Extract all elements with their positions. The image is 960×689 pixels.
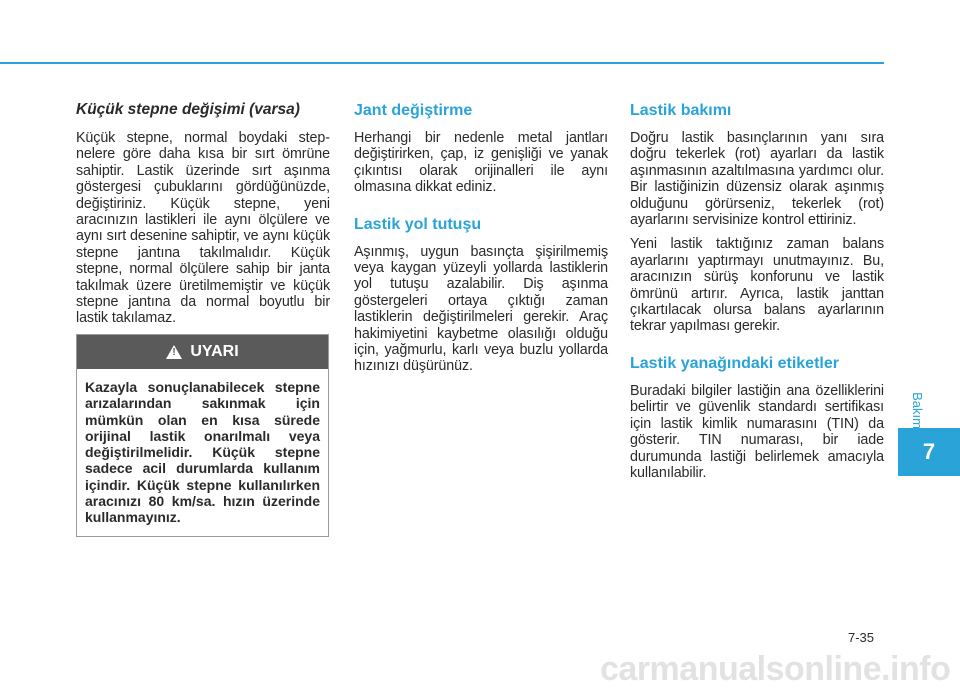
sidewall-labels-heading: Lastik yanağındaki etiketler	[630, 354, 839, 372]
warning-triangle-icon: !	[166, 345, 182, 359]
warning-box	[76, 334, 329, 537]
rim-change-paragraph: Herhangi bir nedenle metal jantları değiştirirken, çap, iz genişliği ve yanak çıkıntısı olarak orijinalleri ile aynı olmasına dikkat ediniz.	[354, 130, 608, 196]
tire-care-paragraph-1: Doğru lastik basınçlarının yanı sıra doğru tekerlek (rot) ayarları da lastik aşınmasının azaltılmasına yardımcı olur. Bir lastiğinizin düzensiz olarak aşınmış olduğunu görürseniz, tekerlek (rot) ayarlarını servisinize kontrol ettiriniz.	[630, 130, 884, 229]
warning-text: Kazayla sonuçlanabilecek stepne arızalarından sakınmak için mümkün olan en kısa sürede orijinal lastik onarılmalı veya değiştirilmelidir. Küçük stepne sadece acil durumlarda kullanım içindir. Küçük stepne kullanılırken aracınızı 80 km/sa. hızın üzerinde kullanmayınız.	[85, 379, 320, 526]
column-right	[630, 100, 884, 489]
tire-traction-heading: Lastik yol tutuşu	[354, 215, 482, 233]
page-number: 7-35	[848, 630, 875, 645]
tire-care-paragraph-2: Yeni lastik taktığınız zaman balans ayarlarını yaptırmayı unutmayınız. Bu, aracınızın sürüş konforunu ve lastik ömrünü artırır. Ayrıca, lastik janttan çıkartılacak olursa balans ayarlarının tekrar yapılması gerekir.	[630, 236, 884, 335]
watermark: carmanualsonline.info	[600, 650, 951, 688]
tire-care-heading: Lastik bakımı	[630, 102, 732, 119]
section-label-text: Bakım	[909, 391, 925, 429]
spare-tire-heading: Küçük stepne değişimi (varsa)	[76, 101, 300, 118]
tire-traction-paragraph: Aşınmış, uygun basınçta şişirilmemiş veya kaygan yüzeyli yollarda lastiklerin yol tutuşu azalabilir. Diş aşınma göstergeleri ortaya çıktığı zaman lastiklerin değiştirilmeleri gerekir. Araç hakimiyetini kaybetme olasılığı olduğu için, yağmurlu, karlı veya buzlu yollarda hızınızı düşürünüz.	[354, 243, 608, 375]
column-middle	[354, 100, 608, 383]
spare-tire-paragraph: Küçük stepne, normal boydaki stepnelere göre daha kısa bir sırt ömrüne sahiptir. Lastik üzerinde sırt aşınma göstergesi çubuklarını gördüğünüzde, değiştiriniz. Küçük stepne, yeni aracınızın lastikleri ile aynı ölçülere ve aynı sırt desenine sahiptir, ve aynı küçük stepne jantına takılmalıdır. Küçük stepne, normal ölçülere sahip bir janta takılmak üzere üretilmemiştir ve küçük stepne jantına da normal boyutlu bir lastik takılamaz.	[76, 130, 330, 327]
warning-title: UYARI	[190, 343, 239, 360]
rim-change-heading: Jant değiştirme	[354, 102, 473, 119]
column-left	[76, 100, 330, 335]
chapter-number: 7	[922, 439, 936, 464]
header-rule	[0, 62, 884, 64]
warning-header	[77, 335, 328, 369]
chapter-tab	[898, 428, 960, 476]
sidewall-labels-paragraph: Buradaki bilgiler lastiğin ana özelliklerini belirtir ve güvenlik standardı sertifikası için lastik kimlik numarasını (TIN) da gösterir. TIN numarası, bir iade durumunda lastiği belirlemek amacıyla kullanılabilir.	[630, 382, 884, 481]
